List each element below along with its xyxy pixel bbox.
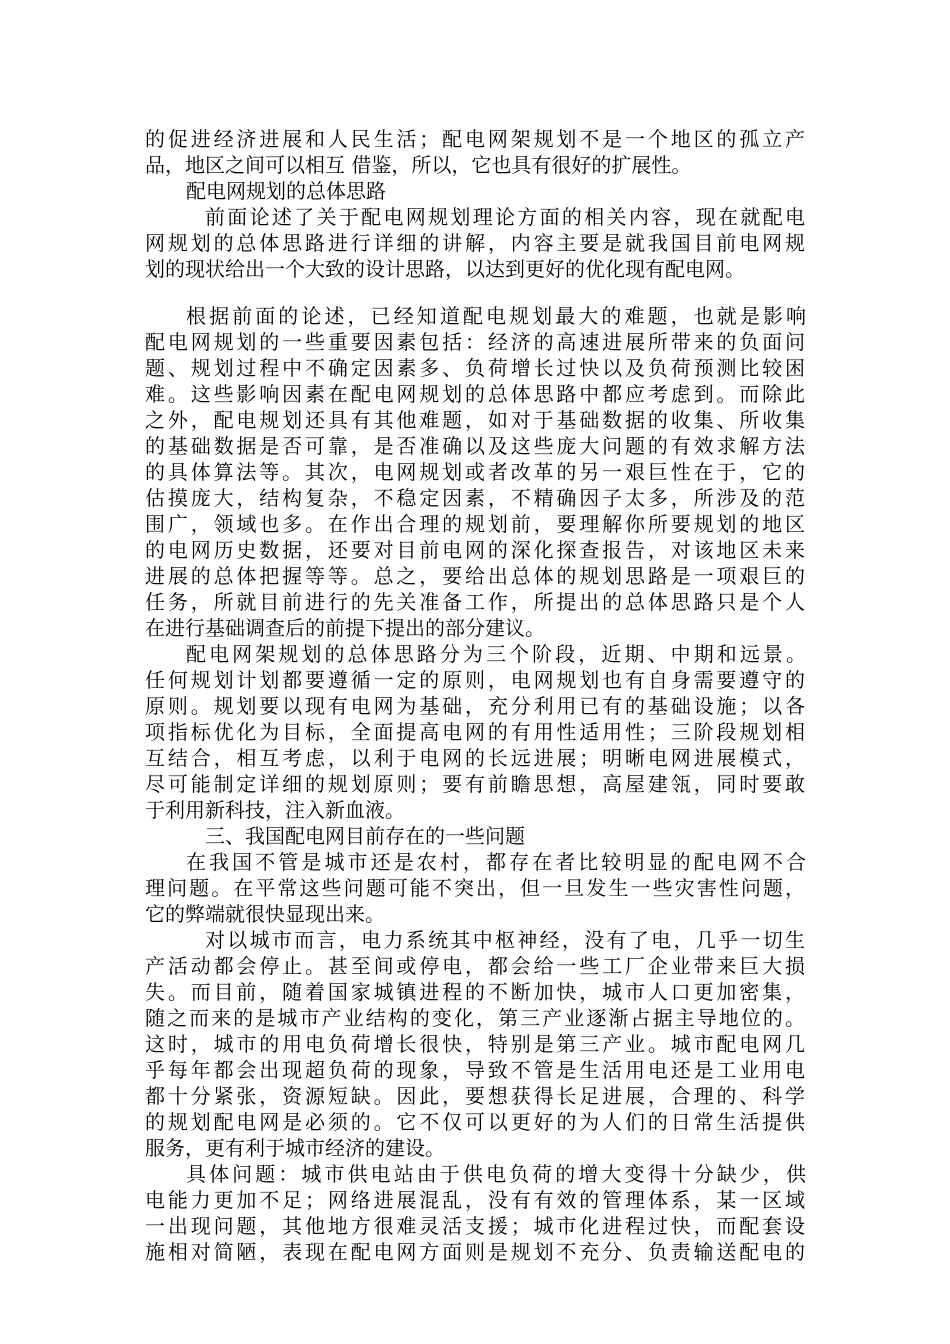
text-line: 服务，更有利于城市经济的建设。 [145, 1136, 445, 1160]
text-line: 任何规划计划都要遵循一定的原则，电网规划也有自身需要遵守的 [145, 668, 805, 692]
section-heading: 配电网规划的总体思路 [186, 179, 386, 203]
text-line: 互结合，相互考虑，以利于电网的长远进展；明晰电网进展模式， [145, 746, 805, 770]
text-line: 这时，城市的用电负荷增长很快，特别是第三产业。城市配电网几 [145, 1032, 805, 1056]
text-line: 难。这些影响因素在配电网规划的总体思路中都应考虑到。而除此 [145, 382, 805, 406]
text-line: 施相对简陋，表现在配电网方面则是规划不充分、负责输送配电的 [145, 1240, 805, 1264]
text-line: 的具体算法等。其次，电网规划或者改革的另一艰巨性在于，它的 [145, 460, 805, 484]
text-line: 估摸庞大，结构复杂，不稳定因素，不精确因子太多，所涉及的范 [145, 486, 805, 510]
text-line: 在进行基础调查后的前提下提出的部分建议。 [145, 616, 545, 640]
text-line: 尽可能制定详细的规划原则；要有前瞻思想，高屋建瓴，同时要敢 [145, 772, 805, 796]
text-line: 配电网架规划的总体思路分为三个阶段，近期、中期和远景。 [186, 642, 806, 666]
text-line: 在我国不管是城市还是农村，都存在者比较明显的配电网不合 [186, 850, 806, 874]
text-line: 具体问题：城市供电站由于供电负荷的增大变得十分缺少，供 [186, 1162, 806, 1186]
section-heading: 三、我国配电网目前存在的一些问题 [205, 824, 525, 848]
text-line: 它的弊端就很快显现出来。 [145, 902, 385, 926]
text-line: 失。而目前，随着国家城镇进程的不断加快，城市人口更加密集， [145, 980, 805, 1004]
text-line: 网规划的总体思路进行详细的讲解，内容主要是就我国目前电网规 [145, 231, 805, 255]
text-line: 配电网规划的一些重要因素包括：经济的高速进展所带来的负面问 [145, 330, 805, 354]
text-line: 之外，配电规划还具有其他难题，如对于基础数据的收集、所收集 [145, 408, 805, 432]
text-line: 一出现问题，其他地方很难灵活支援；城市化进程过快，而配套设 [145, 1214, 805, 1238]
text-line: 的电网历史数据，还要对目前电网的深化探查报告，对该地区未来 [145, 538, 805, 562]
text-line: 根据前面的论述，已经知道配电规划最大的难题，也就是影响 [186, 304, 806, 328]
text-line: 原则。规划要以现有电网为基础，充分利用已有的基础设施；以各 [145, 694, 805, 718]
text-line: 题、规划过程中不确定因素多、负荷增长过快以及负荷预测比较困 [145, 356, 805, 380]
text-line: 品，地区之间可以相互 借鉴，所以，它也具有很好的扩展性。 [145, 153, 692, 177]
text-line: 电能力更加不足；网络进展混乱，没有有效的管理体系，某一区域 [145, 1188, 805, 1212]
text-line: 的基础数据是否可靠，是否准确以及这些庞大问题的有效求解方法 [145, 434, 805, 458]
text-line: 围广，领域也多。在作出合理的规划前，要理解你所要规划的地区 [145, 512, 805, 536]
text-line: 的规划配电网是必须的。它不仅可以更好的为人们的日常生活提供 [145, 1110, 805, 1134]
text-line: 的促进经济进展和人民生活；配电网架规划不是一个地区的孤立产 [145, 127, 805, 151]
text-line: 都十分紧张，资源短缺。因此，要想获得长足进展，合理的、科学 [145, 1084, 805, 1108]
text-line: 项指标优化为目标，全面提高电网的有用性适用性；三阶段规划相 [145, 720, 805, 744]
text-line: 对以城市而言，电力系统其中枢神经，没有了电，几乎一切生 [205, 928, 805, 952]
text-line: 进展的总体把握等等。总之，要给出总体的规划思路是一项艰巨的 [145, 564, 805, 588]
text-line: 理问题。在平常这些问题可能不突出，但一旦发生一些灾害性问题， [145, 876, 805, 900]
text-line: 前面论述了关于配电网规划理论方面的相关内容，现在就配电 [205, 205, 805, 229]
text-line: 随之而来的是城市产业结构的变化，第三产业逐渐占据主导地位的。 [145, 1006, 805, 1030]
text-line: 划的现状给出一个大致的设计思路，以达到更好的优化现有配电网。 [145, 257, 745, 281]
text-line: 产活动都会停止。甚至间或停电，都会给一些工厂企业带来巨大损 [145, 954, 805, 978]
text-line: 于利用新科技，注入新血液。 [145, 798, 405, 822]
text-line: 乎每年都会出现超负荷的现象，导致不管是生活用电还是工业用电 [145, 1058, 805, 1082]
text-line: 任务，所就目前进行的先关准备工作，所提出的总体思路只是个人 [145, 590, 805, 614]
